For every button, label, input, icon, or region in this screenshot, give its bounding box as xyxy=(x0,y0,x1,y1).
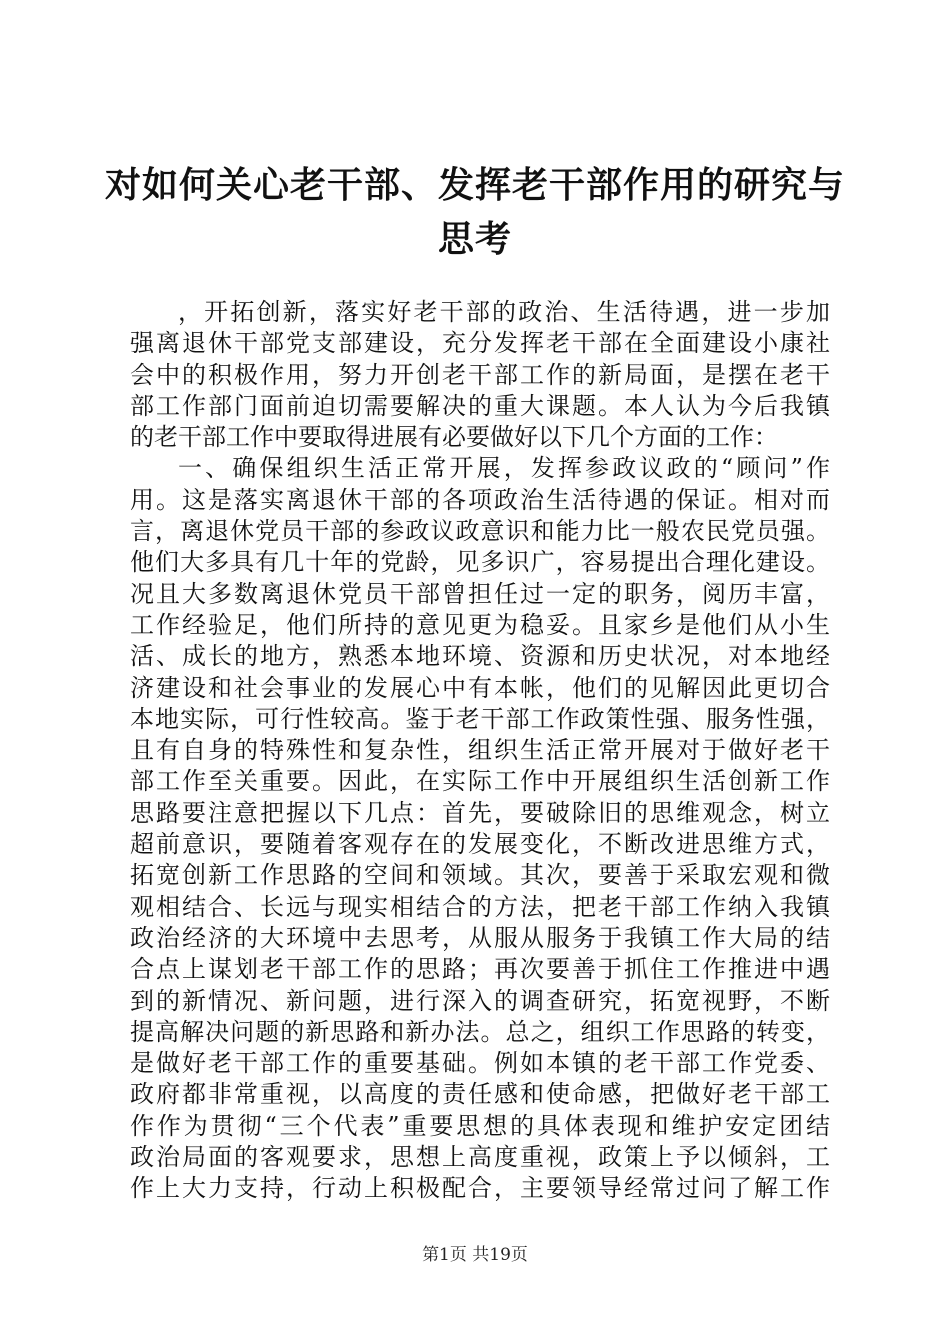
body-line: 本地实际，可行性较高。鉴于老干部工作政策性强、服务性强， xyxy=(130,704,830,733)
body-line: 用。这是落实离退休干部的各项政治生活待遇的保证。相对而 xyxy=(130,485,830,514)
body-line: 提高解决问题的新思路和新办法。总之，组织工作思路的转变， xyxy=(130,1017,830,1046)
body-line: 观相结合、长远与现实相结合的方法，把老干部工作纳入我镇 xyxy=(130,892,830,921)
body-line: 活、成长的地方，熟悉本地环境、资源和历史状况，对本地经 xyxy=(130,642,830,671)
body-line: 思路要注意把握以下几点：首先，要破除旧的思维观念，树立 xyxy=(130,798,830,827)
body-text xyxy=(130,297,830,1205)
body-line: 他们大多具有几十年的党龄，见多识广，容易提出合理化建设。 xyxy=(130,548,830,577)
body-line: 且有自身的特殊性和复杂性，组织生活正常开展对于做好老干 xyxy=(130,736,830,765)
body-line: 况且大多数离退休党员干部曾担任过一定的职务，阅历丰富， xyxy=(130,579,830,608)
body-line: 拓宽创新工作思路的空间和领域。其次，要善于采取宏观和微 xyxy=(130,861,830,890)
body-line: 到的新情况、新问题，进行深入的调查研究，拓宽视野，不断 xyxy=(130,986,830,1015)
body-line: 是做好老干部工作的重要基础。例如本镇的老干部工作党委、 xyxy=(130,1049,830,1078)
body-line: 部工作至关重要。因此，在实际工作中开展组织生活创新工作 xyxy=(130,767,830,796)
body-line: 合点上谋划老干部工作的思路；再次要善于抓住工作推进中遇 xyxy=(130,955,830,984)
body-line: 政治局面的客观要求，思想上高度重视，政策上予以倾斜，工 xyxy=(130,1143,830,1172)
body-line: 超前意识，要随着客观存在的发展变化，不断改进思维方式， xyxy=(130,830,830,859)
body-line: 济建设和社会事业的发展心中有本帐，他们的见解因此更切合 xyxy=(130,673,830,702)
body-line: 一、确保组织生活正常开展，发挥参政议政的“顾问”作 xyxy=(178,454,830,483)
body-line: ，开拓创新，落实好老干部的政治、生活待遇，进一步加 xyxy=(178,298,830,326)
body-line: 政治经济的大环境中去思考，从服从服务于我镇工作大局的结 xyxy=(130,923,830,952)
body-line: 工作经验足，他们所持的意见更为稳妥。且家乡是他们从小生 xyxy=(130,610,830,639)
title-line-2: 思考 xyxy=(437,218,512,260)
page-footer: 第1页 共19页 xyxy=(422,1245,528,1265)
body-line: 作作为贯彻“三个代表”重要思想的具体表现和维护安定团结 xyxy=(130,1111,830,1140)
body-line: 作上大力支持，行动上积极配合，主要领导经常过问了解工作 xyxy=(130,1174,830,1203)
title-line-1: 对如何关心老干部、发挥老干部作用的研究与 xyxy=(104,164,845,206)
body-line: 政府都非常重视，以高度的责任感和使命感，把做好老干部工 xyxy=(130,1080,830,1109)
body-line: 言，离退休党员干部的参政议政意识和能力比一般农民党员强。 xyxy=(130,517,830,546)
body-line: 强离退休干部党支部建设，充分发挥老干部在全面建设小康社 xyxy=(130,329,830,358)
body-line: 的老干部工作中要取得进展有必要做好以下几个方面的工作： xyxy=(130,423,778,452)
document-title xyxy=(60,158,890,266)
body-line: 部工作部门面前迫切需要解决的重大课题。本人认为今后我镇 xyxy=(130,391,830,420)
body-line: 会中的积极作用，努力开创老干部工作的新局面，是摆在老干 xyxy=(130,360,830,389)
